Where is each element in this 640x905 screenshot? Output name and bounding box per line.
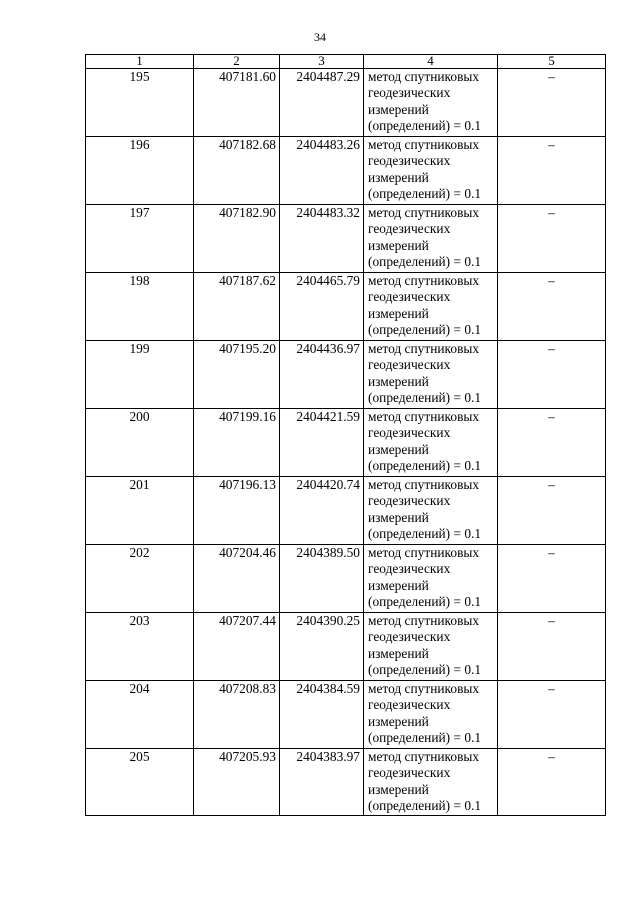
point-number-cell: 204 <box>86 681 194 749</box>
header-col-1: 1 <box>86 55 194 69</box>
method-line: (определений) = 0.1 <box>368 525 482 541</box>
method-line: геодезических <box>368 697 451 713</box>
point-number-cell: 195 <box>86 69 194 137</box>
method-line: геодезических <box>368 289 451 305</box>
method-cell <box>364 477 498 545</box>
method-line: геодезических <box>368 561 451 577</box>
y-coordinate-cell: 2404465.79 <box>280 273 364 341</box>
coordinates-table <box>85 54 606 816</box>
method-line: геодезических <box>368 153 451 169</box>
note-cell: – <box>498 613 606 681</box>
method-line: (определений) = 0.1 <box>368 389 482 405</box>
point-number-cell: 198 <box>86 273 194 341</box>
header-col-4: 4 <box>364 55 498 69</box>
method-line: метод спутниковых <box>368 341 480 356</box>
note-cell: – <box>498 137 606 205</box>
table-row <box>86 681 606 749</box>
point-number-cell: 200 <box>86 409 194 477</box>
method-line: (определений) = 0.1 <box>368 117 482 133</box>
table-row <box>86 137 606 205</box>
table-row <box>86 69 606 137</box>
method-line: измерений <box>368 713 429 729</box>
y-coordinate-cell: 2404436.97 <box>280 341 364 409</box>
note-cell: – <box>498 477 606 545</box>
x-coordinate-cell: 407195.20 <box>194 341 280 409</box>
header-col-3: 3 <box>280 55 364 69</box>
method-line: (определений) = 0.1 <box>368 253 482 269</box>
note-cell: – <box>498 273 606 341</box>
method-cell <box>364 69 498 137</box>
method-line: (определений) = 0.1 <box>368 593 482 609</box>
method-line: (определений) = 0.1 <box>368 321 482 337</box>
method-cell <box>364 137 498 205</box>
method-line: измерений <box>368 509 429 525</box>
method-line: измерений <box>368 373 429 389</box>
method-line: метод спутниковых <box>368 477 480 492</box>
method-line: измерений <box>368 441 429 457</box>
y-coordinate-cell: 2404383.97 <box>280 749 364 816</box>
method-line: геодезических <box>368 765 451 781</box>
point-number-cell: 202 <box>86 545 194 613</box>
x-coordinate-cell: 407205.93 <box>194 749 280 816</box>
table-row <box>86 477 606 545</box>
method-cell <box>364 273 498 341</box>
y-coordinate-cell: 2404389.50 <box>280 545 364 613</box>
note-cell: – <box>498 681 606 749</box>
method-line: метод спутниковых <box>368 613 480 628</box>
method-line: геодезических <box>368 629 451 645</box>
method-line: (определений) = 0.1 <box>368 729 482 745</box>
y-coordinate-cell: 2404487.29 <box>280 69 364 137</box>
y-coordinate-cell: 2404384.59 <box>280 681 364 749</box>
x-coordinate-cell: 407181.60 <box>194 69 280 137</box>
x-coordinate-cell: 407182.68 <box>194 137 280 205</box>
method-cell <box>364 341 498 409</box>
method-line: метод спутниковых <box>368 137 480 152</box>
note-cell: – <box>498 69 606 137</box>
method-line: метод спутниковых <box>368 273 480 288</box>
x-coordinate-cell: 407196.13 <box>194 477 280 545</box>
method-line: геодезических <box>368 425 451 441</box>
table-row <box>86 205 606 273</box>
method-line: метод спутниковых <box>368 545 480 560</box>
method-line: метод спутниковых <box>368 749 480 764</box>
method-line: метод спутниковых <box>368 205 480 220</box>
method-line: измерений <box>368 577 429 593</box>
note-cell: – <box>498 545 606 613</box>
method-line: измерений <box>368 169 429 185</box>
method-cell <box>364 681 498 749</box>
table-body <box>86 69 606 816</box>
method-cell <box>364 545 498 613</box>
note-cell: – <box>498 409 606 477</box>
x-coordinate-cell: 407199.16 <box>194 409 280 477</box>
header-col-2: 2 <box>194 55 280 69</box>
method-cell <box>364 749 498 816</box>
table-row <box>86 273 606 341</box>
table-header-row <box>86 55 606 69</box>
method-line: (определений) = 0.1 <box>368 457 482 473</box>
method-line: геодезических <box>368 493 451 509</box>
point-number-cell: 196 <box>86 137 194 205</box>
point-number-cell: 201 <box>86 477 194 545</box>
y-coordinate-cell: 2404421.59 <box>280 409 364 477</box>
y-coordinate-cell: 2404483.32 <box>280 205 364 273</box>
header-col-5: 5 <box>498 55 606 69</box>
method-line: метод спутниковых <box>368 681 480 696</box>
method-line: (определений) = 0.1 <box>368 797 482 813</box>
table-row <box>86 341 606 409</box>
table-row <box>86 749 606 816</box>
method-cell <box>364 409 498 477</box>
y-coordinate-cell: 2404420.74 <box>280 477 364 545</box>
x-coordinate-cell: 407204.46 <box>194 545 280 613</box>
method-line: измерений <box>368 781 429 797</box>
point-number-cell: 203 <box>86 613 194 681</box>
y-coordinate-cell: 2404483.26 <box>280 137 364 205</box>
note-cell: – <box>498 205 606 273</box>
note-cell: – <box>498 341 606 409</box>
point-number-cell: 199 <box>86 341 194 409</box>
method-line: измерений <box>368 305 429 321</box>
method-line: (определений) = 0.1 <box>368 185 482 201</box>
method-cell <box>364 205 498 273</box>
point-number-cell: 205 <box>86 749 194 816</box>
table-row <box>86 409 606 477</box>
method-line: метод спутниковых <box>368 69 480 84</box>
table-row <box>86 545 606 613</box>
method-line: геодезических <box>368 221 451 237</box>
point-number-cell: 197 <box>86 205 194 273</box>
y-coordinate-cell: 2404390.25 <box>280 613 364 681</box>
method-line: измерений <box>368 645 429 661</box>
x-coordinate-cell: 407182.90 <box>194 205 280 273</box>
method-line: метод спутниковых <box>368 409 480 424</box>
x-coordinate-cell: 407187.62 <box>194 273 280 341</box>
x-coordinate-cell: 407208.83 <box>194 681 280 749</box>
table-row <box>86 613 606 681</box>
method-line: геодезических <box>368 85 451 101</box>
note-cell: – <box>498 749 606 816</box>
method-line: геодезических <box>368 357 451 373</box>
method-cell <box>364 613 498 681</box>
method-line: (определений) = 0.1 <box>368 661 482 677</box>
page-number: 34 <box>314 30 326 44</box>
x-coordinate-cell: 407207.44 <box>194 613 280 681</box>
method-line: измерений <box>368 101 429 117</box>
method-line: измерений <box>368 237 429 253</box>
